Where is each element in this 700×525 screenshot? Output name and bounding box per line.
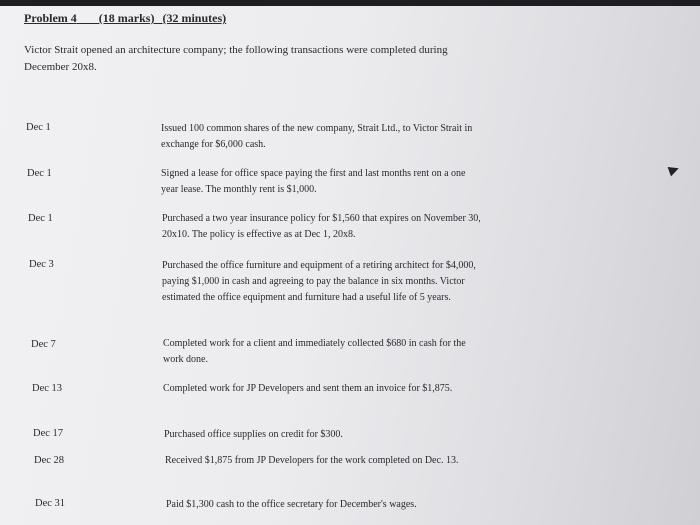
transaction-date: Dec 3 (29, 259, 54, 270)
transaction-date: Dec 1 (28, 213, 53, 224)
transaction-date: Dec 13 (32, 383, 63, 394)
heading-underline-gap (77, 23, 99, 24)
transaction-description: Paid $1,300 cash to the office secretary for December's wages. (166, 499, 417, 510)
transaction-date: Dec 17 (33, 428, 64, 439)
transaction-description: Completed work for a client and immediately collected $680 in cash for the work done. (163, 338, 466, 365)
transaction-description: Purchased the office furniture and equipment of a retiring architect for $4,000, paying $1,000 in cash and agreeing to pay the balance in six months. Victor estimated the office equipment and furniture had a useful life of 5 years. (162, 260, 476, 303)
problem-label: Problem 4 (24, 11, 77, 25)
transaction-description: Issued 100 common shares of the new company, Strait Ltd., to Victor Strait in exchange for $6,000 cash. (161, 123, 473, 150)
transaction-date: Dec 7 (31, 339, 56, 350)
transaction-date: Dec 1 (27, 168, 52, 179)
transaction-date: Dec 28 (34, 455, 65, 466)
transaction-date: Dec 1 (26, 122, 51, 133)
intro-text: Victor Strait opened an architecture company; the following transactions were completed during December 20x8. (24, 44, 448, 73)
problem-heading (24, 11, 226, 26)
marks-label: (18 marks) (98, 11, 155, 25)
transaction-description: Completed work for JP Developers and sent them an invoice for $1,875. (163, 383, 453, 394)
minutes-label: (32 minutes) (162, 11, 227, 25)
transaction-description: Signed a lease for office space paying the first and last months rent on a one year lease. The monthly rent is $1,000. (161, 168, 466, 195)
transaction-date: Dec 31 (35, 498, 66, 509)
transaction-description: Purchased office supplies on credit for $300. (164, 429, 343, 440)
transaction-description: Received $1,875 from JP Developers for the work completed on Dec. 13. (165, 455, 459, 466)
transaction-description: Purchased a two year insurance policy for $1,560 that expires on November 30, 20x10. The policy is effective as at Dec 1, 20x8. (162, 213, 481, 240)
